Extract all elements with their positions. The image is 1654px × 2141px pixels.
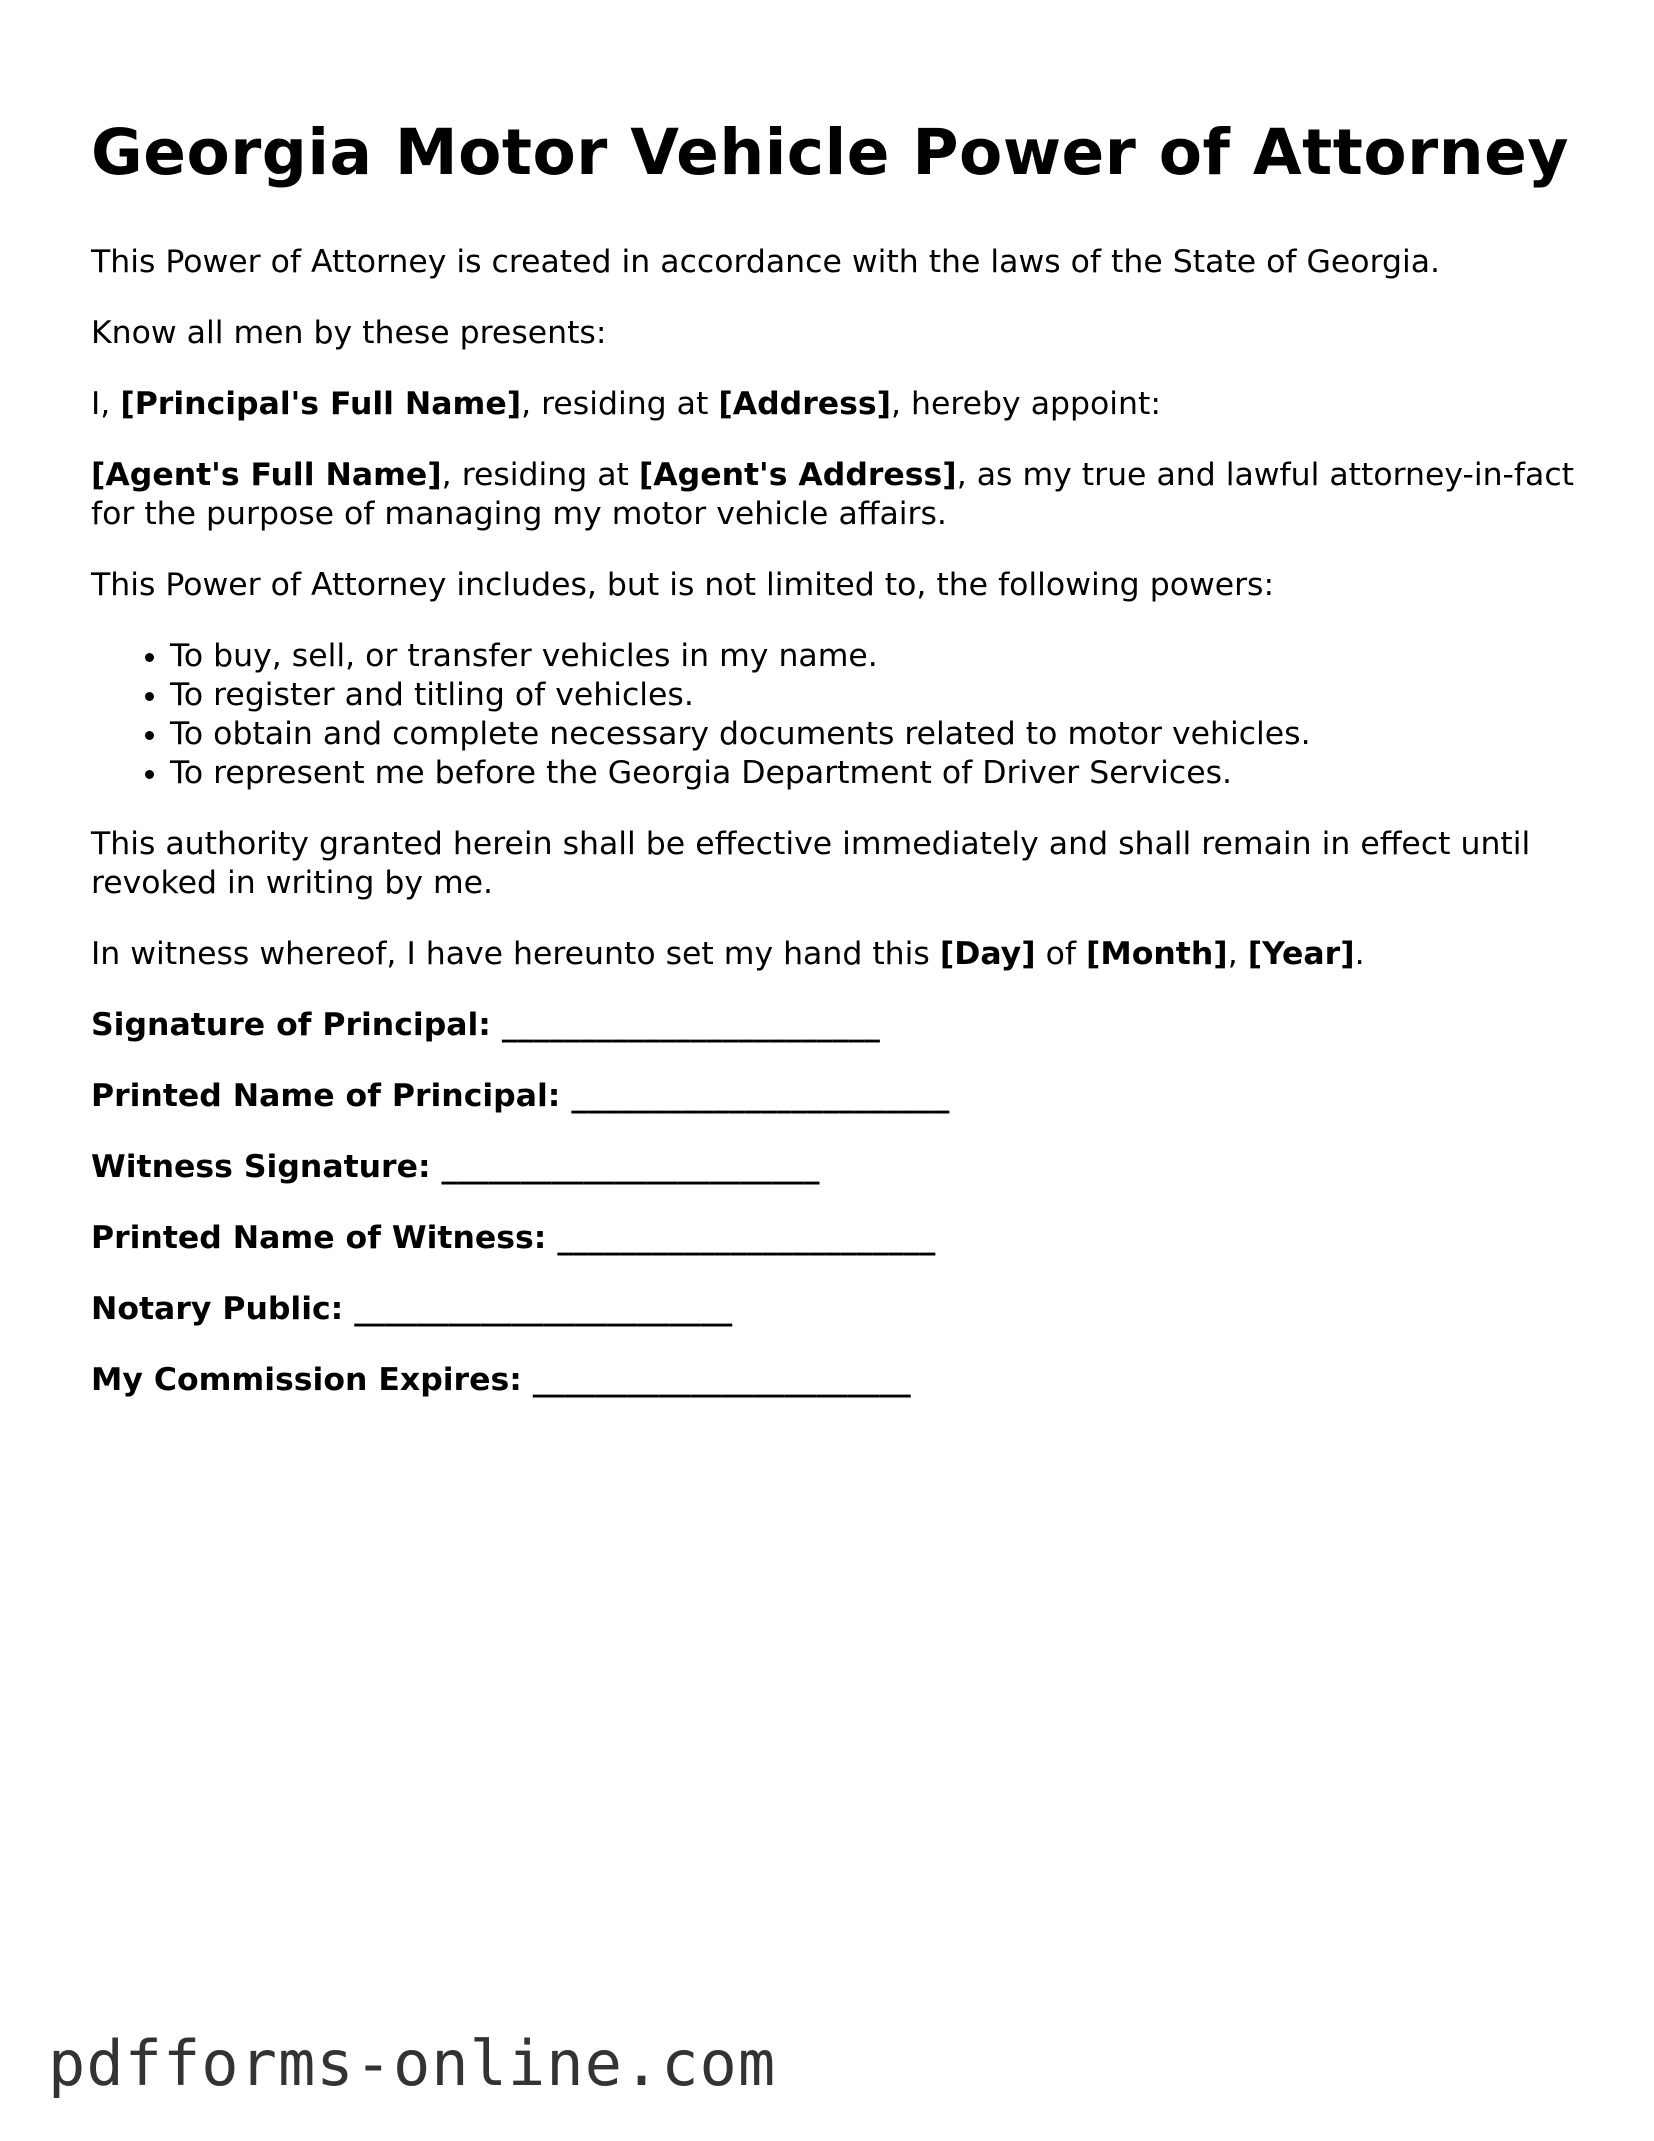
principal-printed-name-line: Printed Name of Principal: ________________________ (91, 1078, 950, 1114)
list-item: • To represent me before the Georgia Department of Driver Services. (170, 754, 1581, 793)
notary-public-line: Notary Public: ________________________ (91, 1291, 733, 1327)
witness-of: of (1035, 936, 1086, 972)
witness-printed-name-line: Printed Name of Witness: ________________________ (91, 1220, 936, 1256)
list-item: • To buy, sell, or transfer vehicles in my name. (170, 637, 1581, 676)
appoint-suffix: , hereby appoint: (891, 386, 1161, 422)
month-placeholder: [Month] (1085, 936, 1228, 972)
watermark-text: pdfforms-online.com (48, 2027, 777, 2100)
day-placeholder: [Day] (939, 936, 1036, 972)
agent-address-placeholder: [Agent's Address] (638, 457, 957, 493)
appoint-prefix: I, (91, 386, 121, 422)
powers-list (91, 637, 1581, 793)
agent-name-placeholder: [Agent's Full Name] (91, 457, 442, 493)
agent-suffix: , as my true and lawful attorney-in-fact for the purpose of managing my motor vehicle affairs. (91, 457, 1574, 532)
document-title: Georgia Motor Vehicle Power of Attorney (91, 116, 1569, 189)
agent-paragraph (91, 456, 1581, 534)
appoint-mid: , residing at (521, 386, 719, 422)
witness-prefix: In witness whereof, I have hereunto set my hand this (91, 936, 940, 972)
authority-paragraph: This authority granted herein shall be effective immediately and shall remain in effect until revoked in writing by me. (91, 826, 1531, 901)
intro-paragraph: This Power of Attorney is created in accordance with the laws of the State of Georgia. (91, 244, 1441, 280)
commission-expires-line: My Commission Expires: ________________________ (91, 1362, 911, 1398)
principal-name-placeholder: [Principal's Full Name] (120, 386, 522, 422)
appointment-paragraph (91, 385, 1581, 424)
document-page (91, 115, 1581, 1432)
witness-clause-paragraph (91, 935, 1581, 974)
principal-signature-line: Signature of Principal: ________________________ (91, 1007, 880, 1043)
know-all-paragraph: Know all men by these presents: (91, 315, 607, 351)
year-placeholder: [Year] (1247, 936, 1355, 972)
list-item: • To register and titling of vehicles. (170, 676, 1581, 715)
powers-intro-paragraph: This Power of Attorney includes, but is not limited to, the following powers: (91, 567, 1275, 603)
agent-mid: , residing at (441, 457, 639, 493)
witness-comma: , (1227, 936, 1248, 972)
witness-end: . (1354, 936, 1365, 972)
address-placeholder: [Address] (718, 386, 892, 422)
witness-signature-line: Witness Signature: ________________________ (91, 1149, 820, 1185)
list-item: • To obtain and complete necessary documents related to motor vehicles. (170, 715, 1581, 754)
